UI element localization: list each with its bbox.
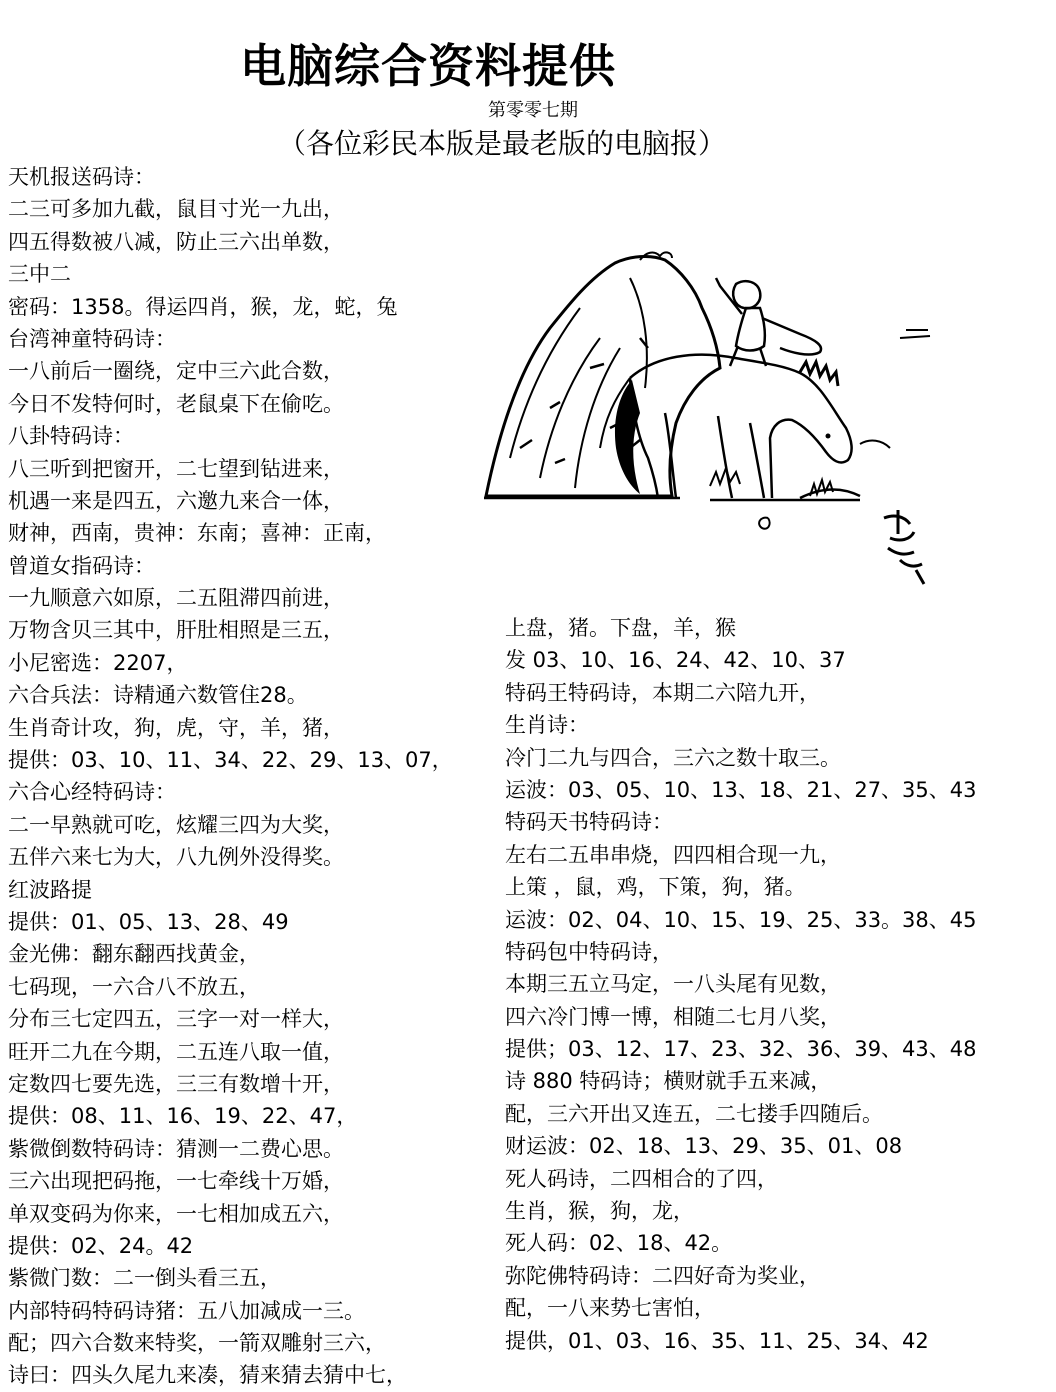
page-title: 电脑综合资料提供	[240, 39, 616, 93]
left-column-line: 天机报送码诗：	[8, 165, 155, 189]
subtitle: （各位彩民本版是最老版的电脑报）	[278, 127, 727, 160]
right-column-line: 运波：03、05、10、13、18、21、27、35、43	[505, 777, 977, 802]
left-column-line: 机遇一来是四五，六邀九来合一体，	[8, 488, 344, 513]
left-column-line: 财神，西南，贵神：东南；喜神：正南，	[8, 521, 386, 546]
right-column-line: 特码包中特码诗，	[505, 939, 673, 964]
left-column-line: 六合心经特码诗：	[8, 780, 176, 805]
left-column-line: 单双变码为你来，一七相加成五六，	[8, 1201, 344, 1226]
right-column	[505, 612, 1025, 1357]
monkey-horse-illustration	[480, 248, 950, 604]
left-column-line: 六合兵法：诗精通六数管住28。	[8, 683, 308, 708]
right-column-line: 诗 880 特码诗；横财就手五来减，	[505, 1069, 832, 1094]
right-column-line: 特码王特码诗，本期二六陪九开，	[505, 680, 820, 705]
right-column-line: 死人码诗，二四相合的了四，	[505, 1166, 778, 1191]
left-column-line: 生肖奇计攻，狗，虎，守，羊，猪，	[8, 715, 344, 740]
left-column-line: 提供：08、11、16、19、22、47，	[8, 1104, 358, 1129]
left-column-line: 密码：1358。得运四肖，猴，龙，蛇，兔	[8, 294, 398, 319]
left-column-line: 三六出现把码拖，一七牵线十万婚，	[8, 1169, 344, 1194]
left-column-line: 七码现，一六合八不放五，	[8, 974, 260, 999]
left-column-line: 二一早熟就可吃，炫耀三四为大奖，	[8, 812, 344, 837]
left-column-line: 五伴六来七为大，八九例外没得奖。	[8, 845, 344, 870]
left-column-line: 小尼密选：2207，	[8, 650, 188, 675]
horse-tail	[615, 380, 640, 494]
right-column-line: 发 03、10、16、24、42、10、37	[505, 648, 846, 673]
monkey	[733, 281, 760, 308]
issue-label: 第零零七期	[488, 100, 578, 121]
right-column-line: 四六冷门博一博，相随二七月八奖，	[505, 1004, 841, 1029]
right-column-line: 运波：02、04、10、15、19、25、33。38、45	[505, 907, 977, 932]
left-column-line: 紫微门数：二一倒头看三五，	[8, 1266, 281, 1291]
right-column-line: 上策 ，鼠，鸡，下策，狗，猪。	[505, 875, 806, 900]
artist-mark	[884, 510, 924, 584]
left-column-line: 三中二	[8, 262, 71, 287]
left-column-line: 二三可多加九截，鼠目寸光一九出，	[8, 197, 344, 222]
rock	[486, 256, 720, 496]
left-column-line: 定数四七要先选，三三有数增十开，	[8, 1071, 344, 1096]
left-column-line: 提供：02、24。42	[8, 1233, 194, 1258]
left-column-line: 提供：03、10、11、34、22、29、13、07，	[8, 748, 453, 773]
left-column-line: 八三听到把窗开，二七望到钻进来，	[8, 456, 344, 481]
left-column-line: 金光佛：翻东翻西找黄金，	[8, 942, 260, 967]
left-column-line: 配；四六合数来特奖，一箭双雕射三六，	[8, 1331, 386, 1356]
left-column-line: 一八前后一圈绕，定中三六此合数，	[8, 359, 344, 384]
right-column-line: 上盘，猪。下盘，羊，猴	[505, 616, 736, 640]
right-column-line: 生肖诗：	[505, 713, 589, 738]
right-column-line: 提供；03、12、17、23、32、36、39、43、48	[505, 1037, 977, 1062]
right-column-line: 弥陀佛特码诗：二四好奇为奖业，	[505, 1263, 820, 1288]
right-column-line: 生肖，猴，狗，龙，	[505, 1199, 694, 1224]
left-column-line: 台湾神童特码诗：	[8, 326, 176, 351]
right-column-line: 冷门二九与四合，三六之数十取三。	[505, 745, 841, 770]
left-column-line: 内部特码特码诗猪：五八加减成一三。	[8, 1298, 365, 1323]
left-column-line: 红波路提	[8, 877, 92, 902]
left-column	[8, 161, 488, 1392]
left-column-line: 四五得数被八减，防止三六出单数，	[8, 229, 344, 254]
right-column-line: 死人码：02、18、42。	[505, 1231, 733, 1256]
left-column-line: 一九顺意六如原，二五阻滞四前进，	[8, 586, 344, 611]
right-column-line: 左右二五串串烧，四四相合现一九，	[505, 842, 841, 867]
left-column-line: 提供：01、05、13、28、49	[8, 909, 289, 934]
left-column-line: 诗曰：四头久尾九来凑，猜来猜去猜中七，	[8, 1363, 407, 1388]
right-column-line: 配，三六开出又连五，二七搂手四随后。	[505, 1101, 883, 1126]
left-column-line: 分布三七定四五，三字一对一样大，	[8, 1007, 344, 1032]
left-column-line: 紫微倒数特码诗：猜测一二费心思。	[8, 1136, 344, 1161]
horse-body	[630, 355, 852, 498]
left-column-line: 今日不发特何时，老鼠桌下在偷吃。	[8, 391, 344, 416]
horse-mane	[800, 362, 838, 386]
left-column-line: 万物含贝三其中，肝肚相照是三五，	[8, 618, 344, 643]
left-column-line: 曾道女指码诗：	[8, 553, 155, 578]
right-column-line: 特码天书特码诗：	[505, 810, 673, 835]
right-column-line: 本期三五立马定，一八头尾有见数，	[505, 972, 841, 997]
right-column-line: 配，一八来势七害怕，	[505, 1296, 715, 1321]
right-column-line: 提供，01、03、16、35、11、25、34、42	[505, 1328, 929, 1353]
right-column-line: 财运波：02、18、13、29、35、01、08	[505, 1134, 903, 1159]
left-column-line: 八卦特码诗：	[8, 424, 134, 449]
left-column-line: 旺开二九在今期，二五连八取一值，	[8, 1039, 344, 1064]
